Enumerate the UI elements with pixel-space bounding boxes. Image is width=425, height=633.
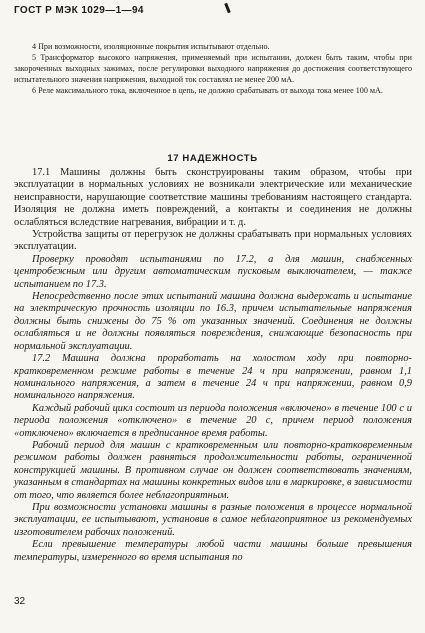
- body-paragraph: Если превышение температуры любой части машины больше превышения температуры, измеренного во время испытания по: [14, 539, 412, 563]
- body-paragraph: Рабочий период для машин с кратковременным или повторно-кратковременным режимом работы должен равняться продолжительности работы, ограниченной конструкцией машины. В противном случае он должен соответствовать значениям, указанным в стандартах на машины конкретных видов или в маркировке, в зависимости от того, что является более неблагоприятным.: [14, 439, 412, 501]
- notes-block: [14, 41, 412, 96]
- body-paragraph: 17.1 Машины должны быть сконструированы таким образом, чтобы при эксплуатации в нормальных условиях не возникали электрические или механические неисправности, нарушающие соответствие машины требованиям настоящего стандарта. Изоляция не должна иметь повреждений, а контакты и соединения не должны ослабляться вследствие нагревания, вибрации и т. д.: [14, 167, 412, 228]
- body-paragraph: Непосредственно после этих испытаний машина должна выдержать и испытание на электрическую прочность изоляции по 16.3, причем испытательные напряжения должны быть снижены до 75 % от указанных значений. Соединения не должны ослабляться и не должны появляться повреждения, снижающие безопасность при нормальной эксплуатации.: [14, 291, 412, 352]
- body-paragraph: При возможности установки машины в разные положения в процессе нормальной эксплуатации, ее испытывают, установив в самое неблагоприятное из рекомендуемых изготовителем рабочих положений.: [14, 501, 412, 538]
- note-paragraph: 4 При возможности, изоляционные покрытия испытывают отдельно.: [32, 42, 270, 51]
- body-paragraph: Проверку проводят испытаниями по 17.2, а для машин, снабженных центробежным или другим автоматическим пусковым выключателем, — также испытанием по 17.3.: [14, 253, 412, 290]
- note-paragraph: 5 Трансформатор высокого напряжения, применяемый при испытании, должен быть таким, чтобы при закороченных выходных зажимах, после регулировки выходного напряжения до достижения соответствующего испытательного значения напряжения, выходной ток составлял не менее 200 мА.: [14, 53, 412, 85]
- main-text: [14, 167, 412, 564]
- page-header: ГОСТ Р МЭК 1029—1—94: [14, 5, 144, 16]
- body-paragraph: 17.2 Машина должна проработать на холостом ходу при повторно-кратковременном режиме работы в течение 24 ч при напряжении, равном 1,1 номинального напряжения, а затем в течение 24 ч при напряжении, равном 0,9 номинального напряжения.: [14, 353, 412, 402]
- section-title: 17 НАДЕЖНОСТЬ: [167, 153, 258, 164]
- page-number: 32: [14, 596, 26, 607]
- body-paragraph: Каждый рабочий цикл состоит из периода положения «включено» в течение 100 с и периода положения «отключено» в течение 20 с, причем период положения «отключено» включается в предписанное время работы.: [14, 402, 412, 439]
- ink-mark: [224, 3, 231, 13]
- body-paragraph: Устройства защиты от перегрузок не должны срабатывать при нормальных условиях эксплуатации.: [14, 229, 412, 253]
- note-paragraph: 6 Реле максимального тока, включенное в цепь, не должно срабатывать от выхода тока менее 100 мА.: [32, 86, 383, 96]
